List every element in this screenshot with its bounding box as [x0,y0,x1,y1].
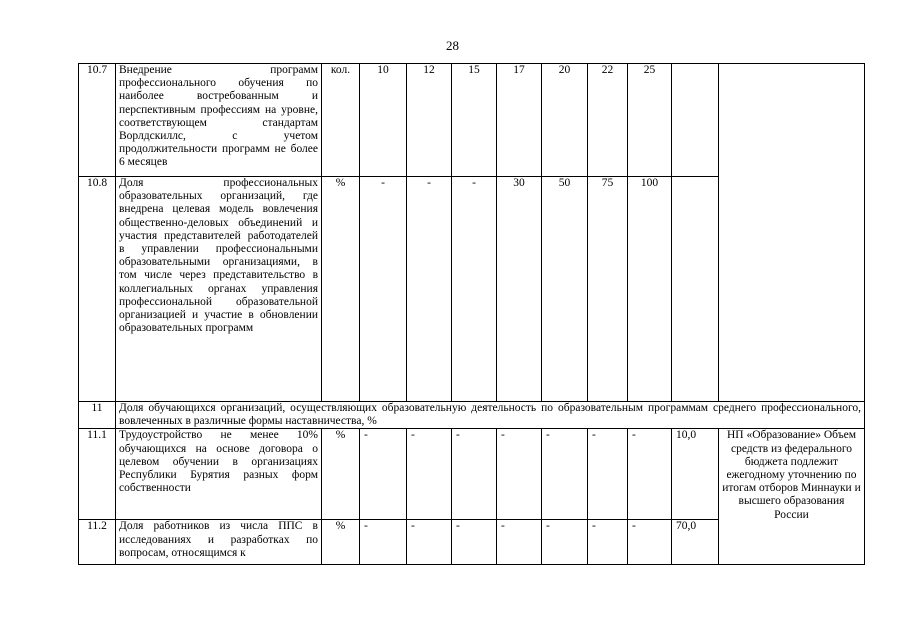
value-cell: 30 [497,177,542,402]
value-cell: - [497,429,542,520]
value-cell [672,177,719,402]
value-cell [672,64,719,177]
note-cell [719,64,865,402]
row-number: 10.7 [79,64,116,177]
note-cell: НП «Образование» Объем средств из федерального бюджета подлежит ежегодному уточнению по итогам отборов Миннауки и высшего образования России [719,429,865,565]
unit-cell: % [322,429,360,520]
indicator-name: Трудоустройство не менее 10% обучающихся на основе договора о целевом обучении в организациях Республики Бурятия разных форм собственности [116,429,322,520]
value-cell: - [407,520,452,565]
indicator-name: Доля обучающихся организаций, осуществляющих образовательную деятельность по образовательным программам среднего профессионального, вовлеченных в различные формы наставничества, % [116,402,865,429]
value-cell: - [360,429,407,520]
table-row [79,402,865,429]
value-cell: 10,0 [672,429,719,520]
value-cell: 100 [628,177,672,402]
indicators-table [78,63,865,565]
indicator-name: Доля работников из числа ППС в исследованиях и разработках по вопросам, относящимся к [116,520,322,565]
value-cell: 25 [628,64,672,177]
value-cell: - [360,520,407,565]
value-cell: - [360,177,407,402]
value-cell: - [628,520,672,565]
value-cell: 12 [407,64,452,177]
table-row [79,64,865,177]
indicator-name: Внедрение программ профессионального обучения по наиболее востребованным и перспективным профессиям на уровне, соответствующем стандартам Ворлдскиллс, с учетом продолжительности программ не более 6 месяцев [116,64,322,177]
unit-cell: % [322,520,360,565]
row-number: 11 [79,402,116,429]
value-cell: 15 [452,64,497,177]
value-cell: - [452,429,497,520]
unit-cell: кол. [322,64,360,177]
unit-cell: % [322,177,360,402]
value-cell: - [542,520,588,565]
value-cell: 50 [542,177,588,402]
value-cell: 17 [497,64,542,177]
value-cell: - [452,177,497,402]
value-cell: - [452,520,497,565]
table-row [79,429,865,520]
value-cell: - [407,177,452,402]
row-number: 11.2 [79,520,116,565]
row-number: 11.1 [79,429,116,520]
value-cell: 75 [588,177,628,402]
indicator-name: Доля профессиональных образовательных организаций, где внедрена целевая модель вовлечения общественно-деловых объединений и участия представителей работодателей в управлении профессиональными образовательными организациями, в том числе через представительство в коллегиальных органах управления профессиональной образовательной организацией и участие в обновлении образовательных программ [116,177,322,402]
value-cell: - [542,429,588,520]
value-cell: 70,0 [672,520,719,565]
value-cell: - [588,520,628,565]
page-number: 28 [446,38,459,53]
value-cell: 20 [542,64,588,177]
value-cell: - [588,429,628,520]
value-cell: 22 [588,64,628,177]
value-cell: - [628,429,672,520]
row-number: 10.8 [79,177,116,402]
value-cell: - [497,520,542,565]
value-cell: - [407,429,452,520]
value-cell: 10 [360,64,407,177]
